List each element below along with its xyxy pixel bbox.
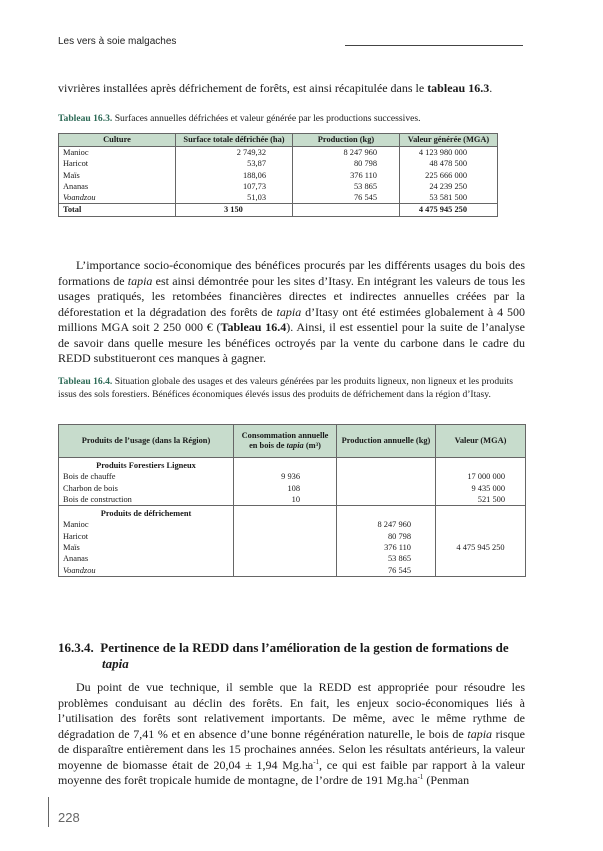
table2-cell: Manioc	[59, 519, 234, 530]
table1-header-production: Production (kg)	[293, 134, 400, 147]
para1-table-ref: Tableau 16.4	[220, 320, 287, 334]
para1-a: L’importance socio-économique des bénéfices procurés par les différents usages du bois des formations de	[58, 258, 525, 288]
table1-cell: Manioc	[59, 147, 176, 159]
table2-group-defrichement	[59, 506, 526, 520]
para1-tapia2: tapia	[276, 304, 302, 319]
table2-cell: Bois de chauffe	[59, 471, 234, 482]
para2-tapia: tapia	[467, 726, 493, 741]
table1-cell: 225 666 000	[400, 170, 498, 181]
table1-cell: 53,87	[176, 158, 293, 169]
table1-cell: 53 865	[293, 181, 400, 192]
section-title-tapia: tapia	[102, 656, 129, 671]
table1-cell: Maïs	[59, 170, 176, 181]
table2-header-produits: Produits de l’usage (dans la Région)	[59, 425, 234, 458]
page-number: 228	[58, 810, 80, 825]
table2-group-defrichement-label: Produits de défrichement	[59, 506, 234, 520]
table2-h2c: (m³)	[303, 441, 321, 450]
table1-cell: Haricot	[59, 158, 176, 169]
table2-cell: Voandzou	[59, 565, 234, 577]
intro-paragraph	[58, 81, 525, 97]
table2-empty-cell	[337, 458, 436, 472]
table2-cell: 53 865	[337, 553, 436, 564]
table1-row	[59, 158, 498, 169]
table1-total-row	[59, 204, 498, 216]
table2-header-row	[59, 425, 526, 458]
para2-sup1: -1	[313, 757, 320, 766]
table2-cell: 9 435 000	[436, 483, 526, 494]
table2-empty-cell	[337, 506, 436, 520]
table2-caption-label: Tableau 16.4.	[58, 376, 113, 387]
table1-row	[59, 147, 498, 159]
table2-row	[59, 494, 526, 506]
table2-cell: Haricot	[59, 531, 234, 542]
table1-caption-text: Surfaces annuelles défrichées et valeur générée par les productions successives.	[112, 113, 421, 124]
table1-total-cell: 3 150	[176, 204, 293, 216]
table2-empty-cell	[436, 506, 526, 520]
table1-cell: 53 581 500	[400, 192, 498, 204]
table2-cell	[234, 519, 337, 530]
table2-cell: 9 936	[234, 471, 337, 482]
table2-cell: 376 110	[337, 542, 436, 553]
table2-header-valeur: Valeur (MGA)	[436, 425, 526, 458]
para2-b: risque de disparaître entièrement dans les 15 prochaines années. Selon les résultats antérieurs, la valeur moyenne de biomasse était de 20,04 ± 1,94 Mg.ha	[58, 726, 525, 772]
intro-end: .	[489, 81, 493, 95]
table1-cell: 188,06	[176, 170, 293, 181]
table1-cell: 48 478 500	[400, 158, 498, 169]
table2-header-consommation	[234, 425, 337, 458]
table2-cell: Bois de construction	[59, 494, 234, 506]
table2-cell: 17 000 000	[436, 471, 526, 482]
para2-d: (Penman	[423, 773, 470, 787]
table2-empty-cell	[234, 506, 337, 520]
table2-header-production: Production annuelle (kg)	[337, 425, 436, 458]
table2-cell: 521 500	[436, 494, 526, 506]
para1-d: ). Ainsi, il est essentiel pour la suite de l’analyse de savoir dans quelle mesure les bénéfices octroyés par la vente du carbone dans le cadre du REDD substitueront ces manques à gagner.	[58, 320, 525, 365]
table1-cell: 2 749,32	[176, 147, 293, 159]
table2-empty-cell	[436, 458, 526, 472]
table2-empty-cell	[234, 458, 337, 472]
para2-sup2: -1	[417, 773, 424, 781]
section-number: 16.3.4.	[58, 640, 94, 655]
table2-h2b: tapia	[286, 441, 304, 450]
paragraph-technique	[58, 680, 525, 789]
table2-cell	[234, 531, 337, 542]
table2-group2-value: 4 475 945 250	[436, 519, 526, 576]
table-16-3	[58, 133, 498, 217]
table1-caption-label: Tableau 16.3.	[58, 113, 113, 124]
table1-row	[59, 170, 498, 181]
table2-caption	[58, 375, 525, 401]
table2-row	[59, 471, 526, 482]
table2-cell	[234, 565, 337, 577]
table1-cell: 8 247 960	[293, 147, 400, 159]
table1-header-valeur: Valeur générée (MGA)	[400, 134, 498, 147]
table1-header-surface: Surface totale défrichée (ha)	[176, 134, 293, 147]
table2-cell: 10	[234, 494, 337, 506]
table2-group-ligneux-label: Produits Forestiers Ligneux	[59, 458, 234, 472]
table1-total-cell: Total	[59, 204, 176, 216]
table2-cell: 8 247 960	[337, 519, 436, 530]
intro-text: vivrières installées après défrichement de forêts, est ainsi récapitulée dans le	[58, 81, 428, 95]
intro-table-ref: tableau 16.3	[427, 81, 490, 95]
table1-cell: 4 123 980 000	[400, 147, 498, 159]
table2-group-ligneux	[59, 458, 526, 472]
table2-cell: 76 545	[337, 565, 436, 577]
para1-c: d’Itasy ont été estimées globalement à 4 500 millions MGA soit 2 250 000 € (	[58, 304, 526, 334]
table1-row	[59, 192, 498, 204]
table2-cell	[234, 542, 337, 553]
page-number-bar	[48, 797, 49, 827]
table2-cell: Ananas	[59, 553, 234, 564]
table1-header-row	[59, 134, 498, 147]
table1-cell: Voandzou	[59, 192, 176, 204]
table1-body	[59, 147, 498, 217]
table1-cell: 107,73	[176, 181, 293, 192]
table-16-4	[58, 424, 526, 577]
running-header: Les vers à soie malgaches	[58, 36, 177, 47]
table1-cell: 80 798	[293, 158, 400, 169]
table1-total-cell	[293, 204, 400, 216]
table2-cell: 80 798	[337, 531, 436, 542]
table2-cell: Charbon de bois	[59, 483, 234, 494]
para1-b: est ainsi démontrée pour les sites d’Itasy. En intégrant les valeurs de tous les usages pratiqués, les retombées financières directes et indirectes annuelles créées par la déforestation et la dégradation des forêts de	[58, 273, 525, 319]
para2-c: , ce qui est faible par rapport à la valeur moyenne des forêt tropicale humide de montagne, de l’ordre de 191 Mg.ha	[58, 757, 525, 787]
table2-h2a: Consommation annuelle en bois de	[241, 431, 329, 450]
table2-cell	[234, 553, 337, 564]
table2-cell: 108	[234, 483, 337, 494]
section-title-text: Pertinence de la REDD dans l’amélioration de la gestion de formations de	[100, 640, 509, 655]
table2-cell	[337, 471, 436, 482]
table2-cell	[337, 494, 436, 506]
table1-header-culture: Culture	[59, 134, 176, 147]
para2-a: Du point de vue technique, il semble que la REDD est appropriée pour résoudre les problèmes conduisant au déclin des forêts. En fait, les enjeux socio-économiques liés à l’utilisation des forêts sont relativement importants. De même, avec le même rythme de dégradation de 7,41 % et en absence d’une bonne régénération naturelle, le bois de	[58, 680, 525, 741]
table1-cell: 51,03	[176, 192, 293, 204]
table2-cell	[337, 483, 436, 494]
table1-cell: Ananas	[59, 181, 176, 192]
section-heading	[58, 640, 538, 672]
table2-row	[59, 483, 526, 494]
table2-caption-text: Situation globale des usages et des valeurs générées par les produits ligneux, non ligneux et les produits issus des sols forestiers. Bénéfices économiques élevés issus des produits de défrichement dans la région d’Itasy.	[58, 376, 514, 400]
table2-cell: Maïs	[59, 542, 234, 553]
table1-cell: 76 545	[293, 192, 400, 204]
table1-caption	[58, 112, 525, 125]
para1-tapia1: tapia	[127, 273, 153, 288]
header-rule	[345, 45, 523, 46]
table1-row	[59, 181, 498, 192]
table2-row	[59, 519, 526, 530]
table1-cell: 376 110	[293, 170, 400, 181]
table1-cell: 24 239 250	[400, 181, 498, 192]
table1-total-cell: 4 475 945 250	[400, 204, 498, 216]
table2-body	[59, 458, 526, 577]
paragraph-importance	[58, 258, 525, 367]
